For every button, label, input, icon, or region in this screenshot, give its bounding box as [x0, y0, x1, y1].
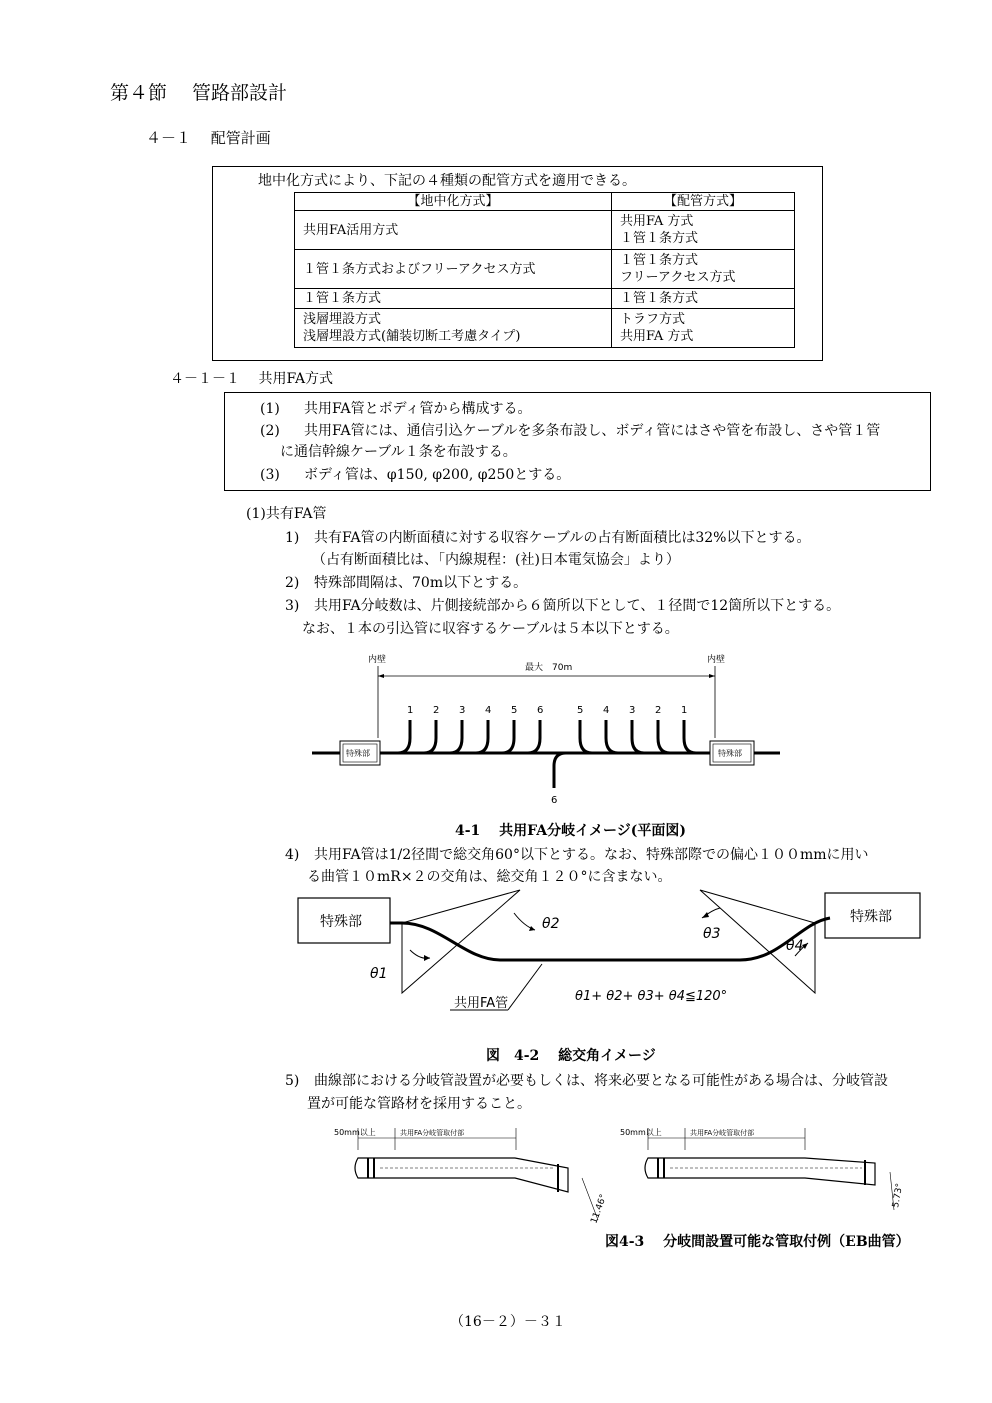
item-text: 共用FA分岐数は、片側接続部から６箇所以下として、１径間で12箇所以下とする。: [314, 598, 841, 614]
chamber-right-label: 特殊部: [850, 909, 892, 925]
item-num: 1): [285, 530, 300, 546]
chamber-right-label: 特殊部: [718, 749, 742, 758]
theta4-label: θ4: [786, 938, 804, 954]
table-header: 【配管方式】: [612, 193, 795, 211]
table-header-row: [295, 193, 795, 211]
table-row: [295, 250, 795, 289]
table-cell: 浅層埋設方式 浅層埋設方式(舗装切断工考慮タイプ): [295, 309, 612, 348]
right-branches: [577, 705, 696, 753]
wall-left-label: 内壁: [368, 655, 387, 665]
box2-item-text: ボディ管は、φ150, φ200, φ250とする。: [304, 467, 571, 483]
branch-number: 3: [629, 705, 636, 716]
angle-formula: θ1+ θ2+ θ3+ θ4≦120°: [575, 989, 728, 1004]
table-header: 【地中化方式】: [295, 193, 612, 211]
eb-pipe-diagram: [330, 1120, 930, 1230]
dim-label: 50mm以上: [334, 1128, 376, 1137]
table-cell: １管１条方式 フリーアクセス方式: [612, 250, 795, 289]
fig2-caption: 図 4-2 総交角イメージ: [486, 1048, 656, 1064]
table-row: [295, 211, 795, 250]
table-row: [295, 309, 795, 348]
branch-number: 6: [537, 705, 544, 716]
branch-number: 5: [577, 705, 584, 716]
branch-number: 2: [655, 705, 662, 716]
box2-item-num: (2): [260, 423, 280, 439]
item-text: 共有FA管の内断面積に対する収容ケーブルの占有断面積比は32%以下とする。: [314, 530, 811, 546]
wall-right-label: 内壁: [707, 655, 726, 665]
item-sub: る曲管１０mR×２の交角は、総交角１２０°に含まない。: [307, 869, 672, 885]
table-cell: １管１条方式およびフリーアクセス方式: [295, 250, 612, 289]
method-table: [294, 192, 795, 348]
item-text: 共用FA管は1/2径間で総交角60°以下とする。なお、特殊部際での偏心１００mmに用い: [314, 847, 869, 863]
table-cell: 共用FA 方式 １管１条方式: [612, 211, 795, 250]
table-cell: トラフ方式 共用FA 方式: [612, 309, 795, 348]
table-cell: １管１条方式: [295, 289, 612, 309]
eb-pipe-right: [620, 1127, 905, 1210]
fig3-caption: 図4-3 分岐間設置可能な管取付例（EB曲管）: [605, 1234, 910, 1250]
pipe-label: 共用FA管: [454, 996, 509, 1011]
branch-number: 4: [485, 705, 492, 716]
branch-number: 1: [407, 705, 414, 716]
theta2-label: θ2: [542, 916, 560, 932]
fa-heading: (1)共有FA管: [246, 506, 327, 522]
dim-label: 共用FA分岐管取付部: [690, 1129, 755, 1137]
box2-item-text: 共用FA管には、通信引込ケーブルを多条布設し、ボディ管にはさや管を布設し、さや管１管: [304, 423, 881, 439]
angle-diagram: [290, 888, 930, 1023]
box2-item-num: (3): [260, 467, 280, 483]
branch-number: 6: [551, 795, 558, 806]
table-row: [295, 289, 795, 309]
section-title: 第４節 管路部設計: [110, 82, 288, 104]
box2-item-num: (1): [260, 401, 280, 417]
subsubsection-title: ４－１－１ 共用FA方式: [170, 371, 334, 387]
theta3-label: θ3: [703, 926, 721, 942]
angle-label: 5.73°: [891, 1182, 906, 1209]
branch-number: 3: [459, 705, 466, 716]
box2-item-text: 共用FA管とボディ管から構成する。: [304, 401, 532, 417]
table-cell: 共用FA活用方式: [295, 211, 612, 250]
eb-pipe-left: [334, 1127, 609, 1225]
subsection-title: ４－１ 配管計画: [146, 129, 271, 147]
angle-label: 11.46°: [589, 1193, 610, 1226]
dim-label: 50mm以上: [620, 1128, 662, 1137]
branch-number: 2: [433, 705, 440, 716]
down-branch: [554, 753, 566, 788]
item-num: 5): [285, 1073, 300, 1089]
branch-number: 5: [511, 705, 518, 716]
span-label: 最大 70m: [525, 663, 573, 673]
chamber-left-label: 特殊部: [346, 749, 370, 758]
branch-number: 1: [681, 705, 688, 716]
method-intro: 地中化方式により、下記の４種類の配管方式を適用できる。: [258, 173, 636, 189]
item-num: 2): [285, 575, 300, 591]
page-number: （16－２）－３１: [450, 1314, 566, 1330]
dim-label: 共用FA分岐管取付部: [400, 1129, 465, 1137]
branch-diagram: [300, 648, 790, 813]
item-text: 曲線部における分岐管設置が必要もしくは、将来必要となる可能性がある場合は、分岐管設: [314, 1073, 888, 1089]
item-sub: （占有断面積比は、「内線規程：(社)日本電気協会」より）: [312, 552, 680, 568]
item-num: 4): [285, 847, 300, 863]
fig1-caption: 4-1 共用FA分岐イメージ(平面図): [455, 823, 686, 839]
box2-item-cont: に通信幹線ケーブル１条を布設する。: [280, 444, 517, 460]
table-cell: １管１条方式: [612, 289, 795, 309]
branch-number: 4: [603, 705, 610, 716]
item-num: 3): [285, 598, 300, 614]
left-branches: [398, 705, 543, 753]
fa-pipe: [390, 918, 830, 960]
chamber-left-label: 特殊部: [320, 914, 362, 930]
theta1-label: θ1: [370, 966, 388, 982]
item-sub: なお、１本の引込管に収容するケーブルは５本以下とする。: [302, 621, 679, 637]
item-text: 特殊部間隔は、70m以下とする。: [314, 575, 528, 591]
item-sub: 置が可能な管路材を採用すること。: [307, 1096, 531, 1112]
